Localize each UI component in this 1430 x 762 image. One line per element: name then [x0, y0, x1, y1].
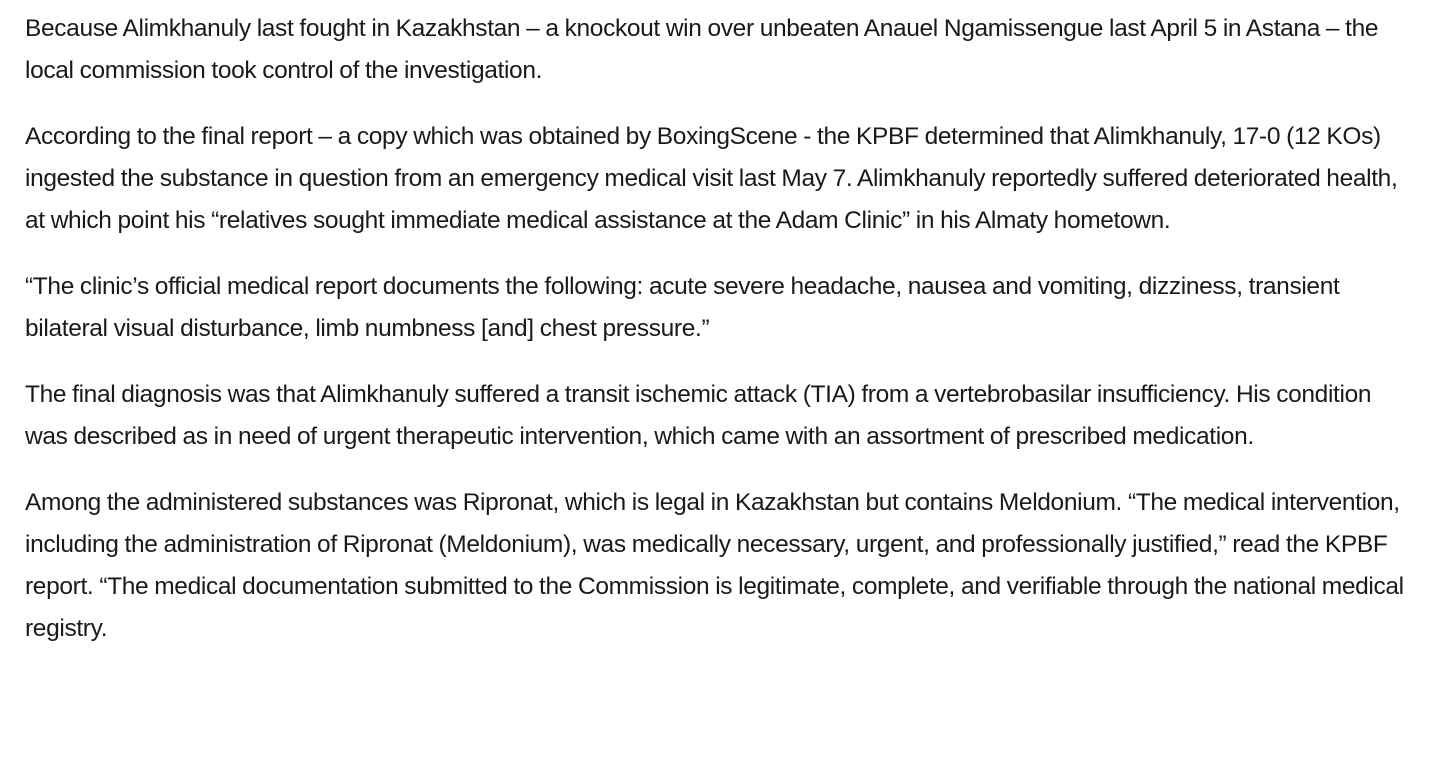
article-body: [25, 8, 1410, 674]
article-paragraph-3: “The clinic’s official medical report documents the following: acute severe headache, nausea and vomiting, dizziness, transient bilateral visual disturbance, limb numbness [and] chest pressure.”: [25, 273, 1340, 342]
article-paragraph-5: Among the administered substances was Ripronat, which is legal in Kazakhstan but contains Meldonium. “The medical intervention, including the administration of Ripronat (Meldonium), was medically necessary, urgent, and professionally justified,” read the KPBF report. “The medical documentation submitted to the Commission is legitimate, complete, and verifiable through the national medical registry.: [25, 489, 1404, 642]
article-paragraph-2: According to the final report – a copy which was obtained by BoxingScene - the KPBF determined that Alimkhanuly, 17-0 (12 KOs) ingested the substance in question from an emergency medical visit last May 7. Alimkhanuly reportedly suffered deteriorated health, at which point his “relatives sought immediate medical assistance at the Adam Clinic” in his Almaty hometown.: [25, 123, 1398, 234]
article-paragraph-4: The final diagnosis was that Alimkhanuly suffered a transit ischemic attack (TIA) from a vertebrobasilar insufficiency. His condition was described as in need of urgent therapeutic intervention, which came with an assortment of prescribed medication.: [25, 381, 1372, 450]
article-paragraph-1: Because Alimkhanuly last fought in Kazakhstan – a knockout win over unbeaten Anauel Ngamissengue last April 5 in Astana – the local commission took control of the investigation.: [25, 15, 1379, 84]
